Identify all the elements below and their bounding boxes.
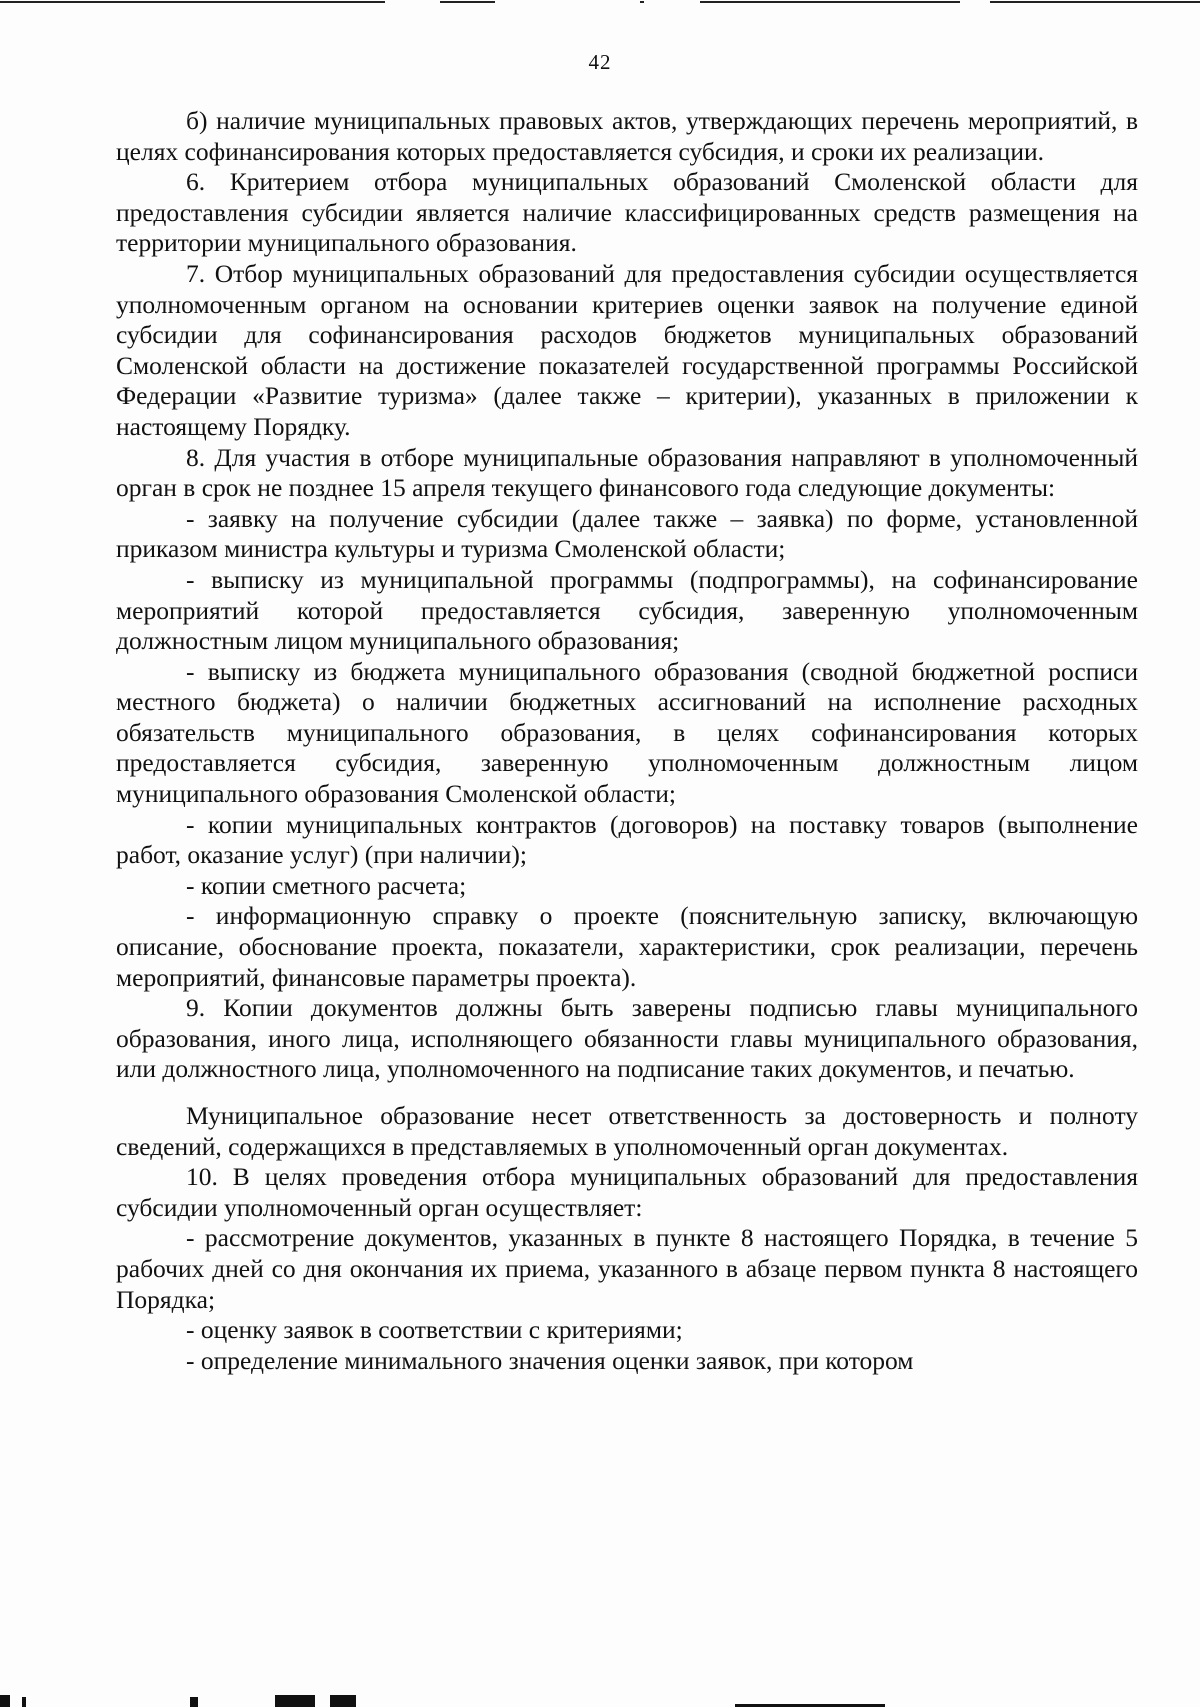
paragraph-7: 7. Отбор муниципальных образований для предоставления субсидии осуществляется уполномоченным органом на основании критериев оценки заявок на получение единой субсидии для софинансирования расходов бюджетов муниципальных образований Смоленской области на достижение показателей государственной программы Российской Федерации «Развитие туризма» (далее также – критерии), указанных в приложении к настоящему Порядку. [116,258,1138,441]
page-number: 42 [588,50,612,74]
list-item-program-extract: - выписку из муниципальной программы (подпрограммы), на софинансирование мероприятий которой предоставляется субсидия, заверенную уполномоченным должностным лицом муниципального образования; [116,564,1138,656]
paragraph-8: 8. Для участия в отборе муниципальные образования направляют в уполномоченный орган в срок не позднее 15 апреля текущего финансового года следующие документы: [116,442,1138,503]
paragraph-responsibility: Муниципальное образование несет ответственность за достоверность и полноту сведений, содержащихся в представляемых в уполномоченный орган документах. [116,1101,1138,1161]
paragraph-6: 6. Критерием отбора муниципальных образований Смоленской области для предоставления субсидии является наличие классифицированных средств размещения на территории муниципального образования. [116,167,1138,258]
list-item-info-note: - информационную справку о проекте (пояснительную записку, включающую описание, обоснование проекта, показатели, характеристики, срок реализации, перечень мероприятий, финансовые параметры проекта). [116,901,1138,992]
scan-artifact-bottom [0,1693,1200,1707]
list-item-estimate: - копии сметного расчета; [186,870,467,900]
list-item-budget-extract: - выписку из бюджета муниципального образования (сводной бюджетной росписи местного бюджета) о наличии бюджетных ассигнований на исполнение расходных обязательств муниципального образования, в целях софинансирования которых предоставляется субсидия, заверенную уполномоченным должностным лицом муниципального образования Смоленской области; [116,656,1138,809]
list-item-contracts: - копии муниципальных контрактов (договоров) на поставку товаров (выполнение работ, оказание услуг) (при наличии); [116,809,1138,870]
scan-artifact-top [0,0,1200,6]
paragraph-9: 9. Копии документов должны быть заверены подписью главы муниципального образования, иного лица, исполняющего обязанности главы муниципального образования, или должностного лица, уполномоченного на подписание таких документов, и печатью. [116,993,1138,1084]
list-item-evaluation: - оценку заявок в соответствии с критериями; [186,1315,683,1345]
document-body [116,106,1138,1376]
paragraph-6b: б) наличие муниципальных правовых актов, утверждающих перечень мероприятий, в целях софинансирования которых предоставляется субсидия, и сроки их реализации. [116,106,1138,166]
paragraph-10: 10. В целях проведения отбора муниципальных образований для предоставления субсидии уполномоченный орган осуществляет: [116,1162,1138,1222]
list-item-application: - заявку на получение субсидии (далее также – заявка) по форме, установленной приказом министра культуры и туризма Смоленской области; [116,503,1138,564]
list-item-minimum-score: - определение минимального значения оценки заявок, при котором [186,1345,914,1375]
list-item-review: - рассмотрение документов, указанных в пункте 8 настоящего Порядка, в течение 5 рабочих дней со дня окончания их приема, указанного в абзаце первом пункта 8 настоящего Порядка; [116,1223,1138,1314]
